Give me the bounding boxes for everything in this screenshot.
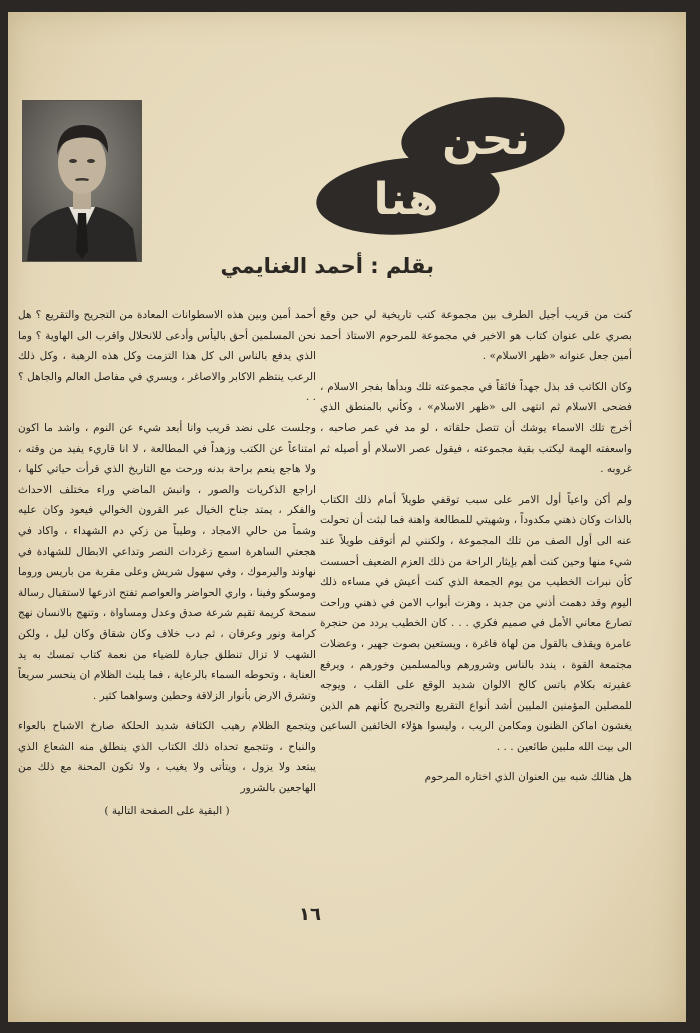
title-word-2: هنا: [373, 174, 439, 225]
article-column-right: [320, 305, 632, 905]
paragraph: هل هنالك شبه بين العنوان الذي اختاره المرحوم: [424, 771, 632, 784]
article-column-left: [18, 305, 316, 905]
author-photo: [22, 100, 142, 262]
title-logo: [308, 92, 578, 252]
paragraph: أحمد أمين وبين هذه الاسطوانات المعادة من التجريح والتقريع ؟ هل نحن المسلمين أحق باليأس وأدعى للانحلال واقرب الى الهاوية ؟ وما الذي يدفع بالناس الى كل هذا التزمت وكل هذه الرهبة ، وكل ذلك الرعب ينتظم الاكابر والاصاغر ، ويسري في مفاصل العالم والجاهل ؟ . .: [18, 309, 316, 404]
paragraph: وكان الكاتب قد بذل جهداً فائقاً في مجموعته تلك وبدأها بفجر الاسلام ، فضحى الاسلام ثم انتهى الى «ظهر الاسلام» ، وكأني بالمنطق الذي أخرج تلك الاسماء يوشك أن تتصل حلقاته ، لو مد في عمر صاحبه ، واسعفته الهمة ليكتب بقية مجموعته ، فيقول عصر الاسلام أو أصيله ثم غروبه .: [320, 380, 632, 476]
page-number: ١٦: [299, 904, 321, 925]
byline: بقلم : أحمد الغنايمي: [220, 254, 434, 278]
author-portrait-image: [23, 101, 141, 261]
magazine-page: [8, 12, 686, 1022]
paragraph: كنت من قريب أجيل الطرف بين مجموعة كتب تاريخية لي حين وقع بصري على عنوان كتاب هو الاخير في مجموعة للمرحوم الاستاذ أحمد أمين جعل عنوانه «ظهر الاسلام» .: [320, 309, 632, 363]
paragraph: وجلست على نضد قريب وانا أبعد شيء عن النوم ، واشد ما اكون امتناعاً عن الكتب وزهداً في المطالعة ، لا انا قاريء يفيد من وقته ، ولا هاجع ينعم براحة بدنه ورحت مع التاريخ الذي قرأت حياتي كلها ، اراجع الذكريات والصور ، وانبش الماضي وراء مختلف الاحداث والفكر ، يمتد جناح الخيال عبر القرون الخوالي فيعود وكان عليه وشماً من حالي الامجاد ، وطيباً من زكي دم الشهداء ، واكاد في هجعتي الساهرة اسمع زغردات النصر وتداعي الابطال للشهادة في نهاوند واليرموك ، وفي سهول شريش وعلى مقربة من باريس وروما وموسكو وفينا ، واري الحواضر والعواصم تفتح اذرعها لاستقبال رسالة سمحة كريمة تقيم شرعة صدق وعدل ومساواة ، وتنهج بالانسان نهج كرامة ونور وعرفان ، ثم دب خلاف وكان شقاق وكان ليل ، ولكن الشهب لا تزال تنطلق جبارة للضياء من نعمة كتاب تمسك به يد العناية ، وتحوطه السماء بالرعاية ، فما يلبث الظلام ان ينحسر سريعاً وتشرق الارض بأنوار الزلاقة وحطين وسواهما كثير .: [18, 421, 316, 702]
title-logo-graphic: [308, 92, 578, 252]
continuation-note: ( البقية على الصفحة التالية ): [104, 804, 230, 817]
title-word-1: نحن: [442, 114, 530, 165]
paragraph: ويتجمع الظلام رهيب الكثافة شديد الحلكة صارخ الاشباح بالعواء والنباح ، وتتجمع تحداه ذلك الكتاب الذي ينطلق منه الشعاع الذي يبتعد ولا يزول ، ويتأتى ولا يغيب ، ولا تكون المحنة مع ذلك من الهاجعين بالشرور: [18, 720, 316, 795]
paragraph: ولم أكن واعياً أول الامر على سبب توقفي طويلاً أمام ذلك الكتاب بالذات وكان ذهني مكدوداً ، وشهيتي للمطالعة واهنة فما لبثت أن تحولت عنه الى أول الصف من تلك المجموعة ، ولكنني لم أتوقف طويلاً عند شيء منها وحين كنت أهم بإيثار الراحة من ذلك العزم الضعيف أحسست كأن نبرات الخطيب من يوم الجمعة الذي كنت أعيش في مساءه ذلك اليوم وقد دهمت أذني من جديد ، وهزت أبواب الامن في ذهني وراحت تصارع معاني الأمل في صميم فكري . . . كان الخطيب يردد من حنجرة عامرة ويقذف بالقول من لهاة فاغرة ، ويستعين بصوت جهير ، وعضلات مجتمعة القوة ، يندد بالناس وشرورهم وبالمسلمين وخورهم ، ويرفع عقيرته بكلام باتس كالح الالوان شديد الوقع على القلب ، ويوجه للمصلين المؤمنين المليين أشد أنواع التقريع والتجريح كأنهم هم الذين يغشون اماكن الظنون ومكامن الريب ، وليسوا هؤلاء الخائفين الساعين الى بيت الله ملبين طائعين . . .: [320, 493, 632, 753]
